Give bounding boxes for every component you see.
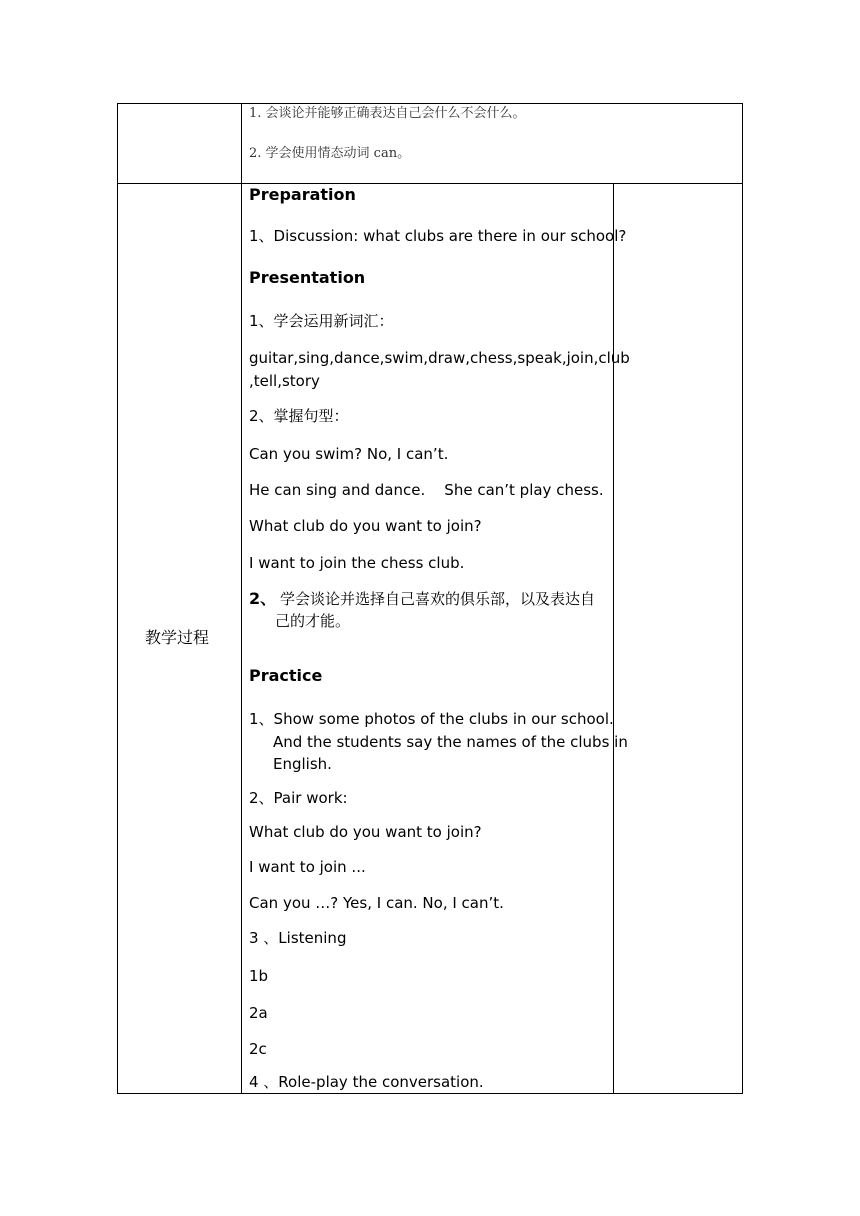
- vocab-line-1: guitar,sing,dance,swim,draw,chess,speak,join,club: [249, 349, 630, 367]
- presentation-item-3-line-1: 学会谈论并选择自己喜欢的俱乐部，以及表达自: [280, 590, 596, 608]
- table-border-right: [742, 103, 743, 1094]
- table-col-divider-1: [241, 103, 242, 1094]
- preparation-item-1: 1、Discussion: what clubs are there in our school?: [249, 227, 627, 245]
- practice-item-1-line-1: 1、Show some photos of the clubs in our school.: [249, 710, 614, 728]
- table-col-divider-2: [613, 183, 614, 1094]
- listening-1b: 1b: [249, 967, 269, 985]
- practice-item-4: 4 、Role-play the conversation.: [249, 1073, 484, 1091]
- practice-item-3: 3 、Listening: [249, 929, 347, 947]
- sentence-1: Can you swim? No, I can’t.: [249, 445, 449, 463]
- presentation-item-1: 1、学会运用新词汇：: [249, 312, 394, 330]
- table-border-bottom: [117, 1093, 743, 1094]
- pair-work-question-3: Can you …? Yes, I can. No, I can’t.: [249, 894, 504, 912]
- sentence-3: What club do you want to join?: [249, 517, 482, 535]
- presentation-item-3-number: 2、: [249, 589, 277, 608]
- practice-item-1-line-2: And the students say the names of the clubs in: [273, 733, 628, 751]
- table-divider-row: [117, 183, 743, 184]
- listening-2a: 2a: [249, 1004, 268, 1022]
- presentation-item-2: 2、掌握句型：: [249, 407, 349, 425]
- practice-heading: Practice: [249, 666, 323, 685]
- sentence-4: I want to join the chess club.: [249, 554, 465, 572]
- objective-item-1: 1. 会谈论并能够正确表达自己会什么不会什么。: [249, 106, 526, 121]
- listening-2c: 2c: [249, 1040, 267, 1058]
- practice-item-1-line-3: English.: [273, 755, 332, 773]
- preparation-heading: Preparation: [249, 185, 356, 204]
- objective-item-2: 2. 学会使用情态动词 can。: [249, 146, 411, 161]
- pair-work-question-2: I want to join ...: [249, 858, 366, 876]
- vocab-line-2: ,tell,story: [249, 372, 320, 390]
- table-border-left: [117, 103, 118, 1094]
- presentation-heading: Presentation: [249, 268, 366, 287]
- pair-work-question-1: What club do you want to join?: [249, 823, 482, 841]
- sentence-2: He can sing and dance. She can’t play chess.: [249, 481, 604, 499]
- presentation-item-3-line-2: 己的才能。: [275, 612, 351, 630]
- process-label: 教学过程: [145, 628, 210, 647]
- practice-item-2: 2、Pair work:: [249, 789, 348, 807]
